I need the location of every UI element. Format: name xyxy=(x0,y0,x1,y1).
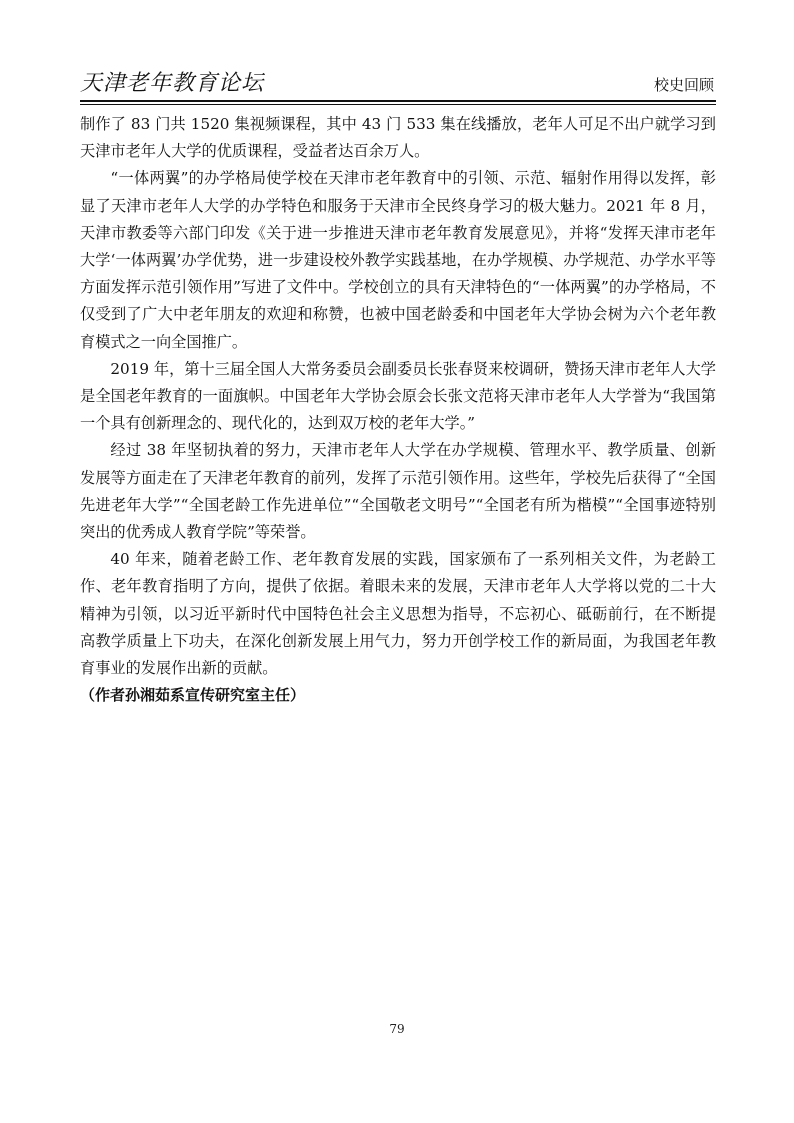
header-rule xyxy=(80,100,716,102)
paragraph: 40 年来，随着老龄工作、老年教育发展的实践，国家颁布了一系列相关文件，为老龄工作、老年教育指明了方向，提供了依据。着眼未来的发展，天津市老年人大学将以党的二十大精神为引领，以习近平新时代中国特色社会主义思想为指导，不忘初心、砥砺前行，在不断提高教学质量上下功夫，在深化创新发展上用气力，努力开创学校工作的新局面，为我国老年教育事业的发展作出新的贡献。 xyxy=(80,550,716,678)
paragraph: 2019 年，第十三届全国人大常务委员会副委员长张春贤来校调研，赞扬天津市老年人大学是全国老年教育的一面旗帜。中国老年大学协会原会长张文范将天津市老年人大学誉为“我国第一个具有创新理念的、现代化的，达到双万校的老年大学。” xyxy=(80,359,716,433)
header-rule-thin xyxy=(80,104,716,105)
journal-brand-calligraphy: 天津老年教育论坛 xyxy=(80,71,265,96)
section-label: 校史回顾 xyxy=(653,76,714,94)
author-byline: （作者孙湘茹系宣传研究室主任） xyxy=(80,686,306,705)
paragraph: “一体两翼”的办学格局使学校在天津市老年教育中的引领、示范、辐射作用得以发挥，彰显了天津市老年人大学的办学特色和服务于天津市全民终身学习的极大魅力。2021 年 8 月，天津市教委等六部门印发《关于进一步推进天津市老年教育发展意见》，并将“发挥天津市老年大学‘一体两翼’办学优势，进一步建设校外教学实践基地，在办学规模、办学规范、办学水平等方面发挥示范引领作用”写进了文件中。学校创立的具有天津特色的“一体两翼”的办学格局，不仅受到了广大中老年朋友的欢迎和称赞，也被中国老龄委和中国老年大学协会树为六个老年教育模式之一向全国推广。 xyxy=(80,169,716,351)
page-number: 79 xyxy=(389,1022,405,1036)
page-header xyxy=(80,66,716,98)
paragraph: 经过 38 年坚韧执着的努力，天津市老年人大学在办学规模、管理水平、教学质量、创新发展等方面走在了天津老年教育的前列，发挥了示范引领作用。这些年，学校先后获得了“全国先进老年大学”“全国老龄工作先进单位”“全国敬老文明号”“全国老有所为楷模”“全国事迹特别突出的优秀成人教育学院”等荣誉。 xyxy=(80,441,716,542)
paragraph-continued: 制作了 83 门共 1520 集视频课程，其中 43 门 533 集在线播放，老年人可足不出户就学习到天津市老年人大学的优质课程，受益者达百余万人。 xyxy=(80,115,716,161)
article-body xyxy=(80,111,716,709)
